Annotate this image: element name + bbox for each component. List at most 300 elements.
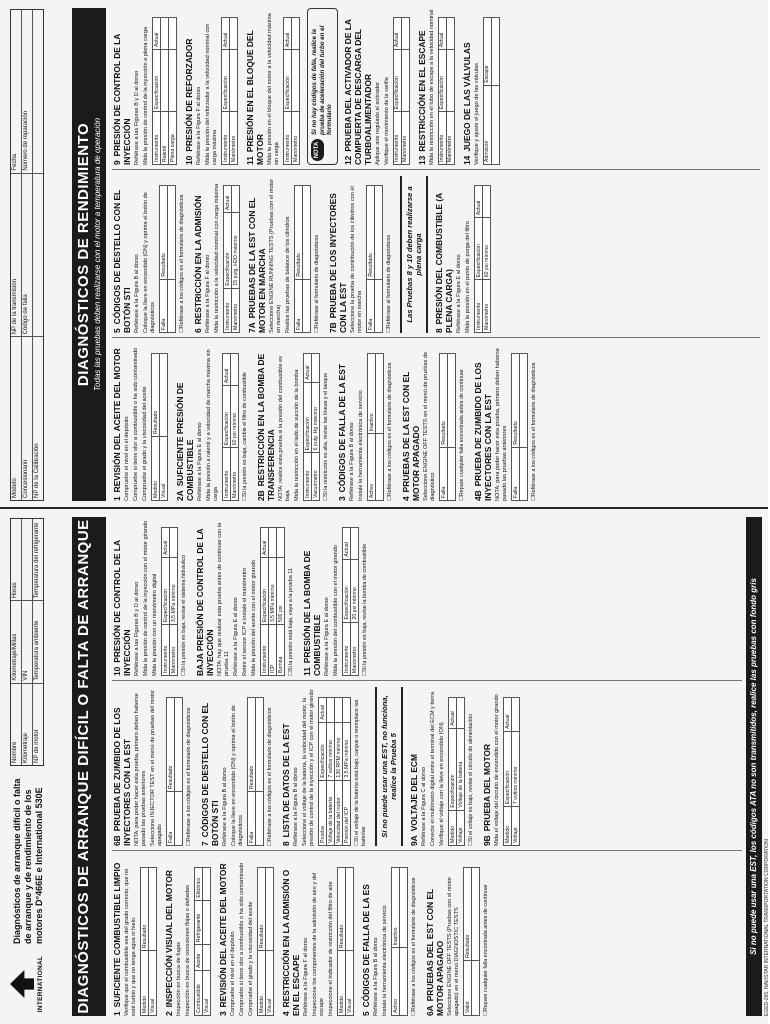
test-number: 9B xyxy=(482,835,492,846)
test-instruction: NOTA: hay que realizar esta prueba antes de continuar con la prueba 11 xyxy=(217,522,230,676)
test-instruction: Aplique aire regulado al activador xyxy=(374,81,381,165)
result-row xyxy=(152,354,160,501)
meta-cell: NP de la transmisión xyxy=(11,173,21,337)
result-cell: Medido xyxy=(152,436,160,500)
result-cell xyxy=(327,697,335,722)
test-number: 2 xyxy=(164,1011,174,1016)
result-cell: Actual xyxy=(261,527,269,557)
test-section xyxy=(195,517,295,676)
meta-cell xyxy=(33,10,43,173)
result-cell: Bomba xyxy=(277,625,285,676)
test-title: RESTRICCIÓN EN LA ADMISIÓN xyxy=(193,195,203,325)
result-table xyxy=(318,697,351,846)
result-row xyxy=(161,18,169,165)
result-cell: Especificación xyxy=(438,50,446,112)
result-cell: Manómetro xyxy=(232,288,240,332)
meta-cell: Fecha xyxy=(12,153,18,171)
result-cell: Actual xyxy=(284,18,292,50)
test-instruction: Refiérase a las Figuras B y D al dorso xyxy=(134,581,140,676)
result-cell: Visual xyxy=(266,951,274,1016)
result-table xyxy=(151,353,168,501)
result-cell: Falla xyxy=(248,791,256,845)
result-row xyxy=(338,867,346,1015)
result-row xyxy=(401,18,409,165)
result-cell: Especificación xyxy=(343,559,351,622)
test-instruction: Refiérase a las Figuras B y D al dorso xyxy=(134,70,140,165)
result-cell xyxy=(266,867,274,951)
test-instruction: Inspección en busca de fugas xyxy=(176,941,182,1016)
test-instruction: Verifique el voltaje con la llave en encendido (ON) xyxy=(439,722,445,846)
callout-note: Las Pruebas 8 y 10 deben realizarse a plena carga xyxy=(400,176,428,333)
test-heading xyxy=(434,176,454,333)
meta-cell: Número de reparación xyxy=(23,110,29,171)
result-row xyxy=(162,527,170,675)
test-title: PRUEBA DE ZUMBIDO DE LOS INYECTORES CON LA EST xyxy=(112,707,132,846)
result-cell: Actual xyxy=(222,18,230,50)
test-heading xyxy=(112,344,122,501)
result-table xyxy=(257,867,274,1016)
result-cell xyxy=(472,867,480,960)
checkbox-note: ☐ Si el voltaje de la batería está bajo, cargue o reemplace las baterías xyxy=(354,687,368,846)
test-column xyxy=(112,687,742,851)
result-cell: Instrumento xyxy=(224,288,232,332)
result-row xyxy=(457,697,465,845)
test-column xyxy=(112,517,742,681)
result-row xyxy=(327,697,335,845)
test-section xyxy=(281,687,368,846)
right-meta-table xyxy=(10,9,44,501)
result-table xyxy=(260,527,285,676)
result-row xyxy=(464,867,472,1015)
result-table xyxy=(439,353,456,501)
test-section xyxy=(247,176,321,333)
result-cell: Resultado xyxy=(248,697,256,791)
result-row xyxy=(170,527,178,675)
result-cell: Manómetro xyxy=(483,280,491,333)
result-cell: Manómetro xyxy=(401,112,409,165)
result-row xyxy=(520,354,528,501)
test-title: CÓDIGOS DE DESTELLO CON EL BOTÓN STI xyxy=(200,703,220,846)
test-instruction: Instale la herramienta electrónica de servicio xyxy=(382,905,388,1016)
result-row xyxy=(335,697,343,845)
result-cell: Voltaje xyxy=(457,810,465,845)
test-title: RESTRICCIÓN EN EL ESCAPE xyxy=(416,30,427,152)
result-row xyxy=(393,18,401,165)
test-section xyxy=(112,857,157,1016)
test-number: 14 xyxy=(461,155,472,165)
test-section xyxy=(164,857,211,1016)
result-table xyxy=(161,527,178,676)
result-table xyxy=(283,17,300,165)
result-table xyxy=(511,353,528,501)
left-footer: Si no puede usar una EST, los códigos ATA no son transmitidos, realice las pruebas con fondo gris xyxy=(746,517,762,1016)
meta-cell: Temperatura del refrigerante xyxy=(34,522,40,599)
result-cell xyxy=(269,527,277,557)
test-section xyxy=(200,687,274,846)
result-cell xyxy=(472,960,480,1015)
test-title: PRUEBA DE ZUMBIDO DE LOS INYECTORES CON LA EST xyxy=(473,362,493,501)
result-row xyxy=(203,867,211,1015)
test-number: 4 xyxy=(281,1011,291,1016)
test-instruction: Refiérase a la Figura B al dorso xyxy=(349,422,355,501)
checkbox-note: ☐ Refiérase a los códigos en el formulario de diagnósticos xyxy=(387,344,394,501)
test-title: REVISIÓN DEL ACEITE DEL MOTOR xyxy=(218,863,228,1008)
test-heading xyxy=(281,857,301,1016)
test-section xyxy=(401,344,466,501)
test-instruction: Refiérase a la Figura F al dorso xyxy=(303,937,309,1016)
result-cell: Instrumento xyxy=(438,112,446,165)
test-section xyxy=(112,687,193,846)
result-cell: 3,5 MPa mínimo xyxy=(343,722,351,780)
result-table xyxy=(391,867,408,1016)
test-instruction: Mida la presión del aceite con el motor girando xyxy=(251,560,257,676)
form-title: Diagnósticos de arranque difícil o falta de arranque y de rendimiento de los motores D°466E e International 530E xyxy=(12,778,44,944)
result-cell: Especificación xyxy=(319,722,327,780)
test-number: 11 xyxy=(302,667,312,676)
result-cell: Prueba xyxy=(319,780,327,845)
result-row xyxy=(195,867,203,1015)
result-cell xyxy=(512,697,520,731)
result-row xyxy=(153,18,161,165)
result-cell: Actual xyxy=(304,354,312,382)
test-number: 7B xyxy=(328,322,338,333)
test-title: PRUEBA DE LOS INYECTORES CON LA EST xyxy=(328,193,348,333)
test-section xyxy=(245,8,300,165)
result-row xyxy=(483,18,491,165)
result-cell: Velocidad del motor xyxy=(335,780,343,845)
meta-cell: Modelo xyxy=(11,336,21,500)
left-header xyxy=(6,517,68,1016)
result-cell xyxy=(483,186,491,218)
result-row xyxy=(169,18,177,165)
test-instruction: Mida la presión de control de la inyección a plena carga xyxy=(143,26,149,165)
checkbox-note: ☐ Refiérase a los códigos en el formulario de diagnósticos xyxy=(186,687,193,846)
test-instruction: Seleccione INJECTOR TEST en el menú de pruebas del motor apagado xyxy=(150,689,163,846)
result-cell xyxy=(203,867,211,900)
result-cell: Falla xyxy=(440,447,448,500)
result-cell xyxy=(520,447,528,500)
test-instruction: Retire el sensor ICP e instale el manómetro xyxy=(242,567,248,676)
result-table xyxy=(166,697,183,846)
result-cell: Manómetro xyxy=(292,112,300,165)
test-section xyxy=(343,8,410,165)
test-instruction: Compruebe si tiene olor a combustible o ha sido contaminado xyxy=(239,862,245,1016)
test-title: BAJA PRESIÓN DE CONTROL DE LA INYECCIÓN xyxy=(195,528,215,676)
meta-row xyxy=(11,519,22,765)
test-heading xyxy=(112,517,132,676)
test-heading xyxy=(247,176,267,333)
test-title: VOLTAJE DEL ECM xyxy=(409,754,419,832)
result-cell: Resultado xyxy=(258,867,266,951)
result-cell: Visual xyxy=(203,971,211,1016)
result-cell: 7 voltios mínimo xyxy=(327,722,335,780)
result-cell: Voltaje de la batería xyxy=(327,780,335,845)
test-instruction: Seleccione la prueba de contribución de los cilindros con el motor en marcha xyxy=(350,186,363,333)
test-instruction: Mida la restricción en el lado de succión de la bomba xyxy=(294,369,300,501)
test-heading xyxy=(164,857,174,1016)
test-instruction: Compruebe el grado y la viscosidad del aceite xyxy=(248,901,254,1016)
checkbox-note: ☐ Refiérase al formulario de diagnósticos xyxy=(386,176,393,333)
result-cell: Especificación xyxy=(449,728,457,810)
test-instruction: Refiérase a la Figura F al dorso xyxy=(196,86,202,165)
result-cell xyxy=(303,279,311,332)
result-cell: Admisión xyxy=(483,85,491,164)
result-table xyxy=(303,353,320,501)
test-instruction: Coloque la llave en encendido (ON) y oprima el botón de diagnósticos xyxy=(143,192,156,333)
left-banner-title: DIAGNÓSTICOS DE ARRANQUE DIFÍCIL O FALTA DE ARRANQUE xyxy=(75,519,92,1014)
test-title: RESTRICCIÓN EN LA ADMISIÓN O EN EL ESCAPE xyxy=(281,869,301,1016)
result-row xyxy=(266,867,274,1015)
test-instruction: Mida la presión en el punto de purga del filtro xyxy=(465,221,471,333)
test-section xyxy=(184,8,238,165)
result-cell: Resultado xyxy=(367,186,375,279)
result-cell xyxy=(400,948,408,1016)
result-cell: Presión del ICP xyxy=(343,780,351,845)
result-row xyxy=(160,354,168,501)
result-table xyxy=(367,353,384,501)
meta-cell: VIN xyxy=(22,600,32,682)
result-cell xyxy=(168,186,176,279)
test-heading xyxy=(112,8,132,165)
right-banner-title: DIAGNÓSTICOS DE RENDIMIENTO xyxy=(75,122,92,387)
test-number: 5 xyxy=(361,1011,371,1016)
result-cell: Inactivo xyxy=(368,354,376,434)
result-row xyxy=(224,186,232,333)
result-cell xyxy=(376,434,384,501)
result-row xyxy=(512,354,520,501)
test-section xyxy=(281,857,354,1016)
result-row xyxy=(375,186,383,333)
test-number: 3 xyxy=(218,1011,228,1016)
result-cell xyxy=(401,50,409,112)
result-cell xyxy=(346,867,354,951)
test-instruction: Realice las pruebas de balance de los cilindros xyxy=(285,216,291,333)
meta-cell: Kilometraje/Millas xyxy=(11,600,21,682)
result-cell: Voltaje xyxy=(512,807,520,846)
test-number: 9A xyxy=(409,835,419,846)
result-cell xyxy=(491,85,499,164)
result-cell: 3,5 MPa mínimo xyxy=(269,558,277,625)
result-row xyxy=(448,354,456,501)
test-heading xyxy=(281,687,291,846)
test-column xyxy=(112,344,760,501)
result-cell xyxy=(335,697,343,722)
result-cell: Instrumento xyxy=(304,453,312,501)
test-title: JUEGO DE LAS VÁLVULAS xyxy=(461,42,472,152)
result-table xyxy=(294,185,311,333)
result-cell: 130 RPM mínimo xyxy=(335,722,343,780)
test-instruction: Seleccione ENGINE RUNNING TESTS (Pruebas con el motor en marcha) xyxy=(269,178,282,333)
left-meta-table xyxy=(10,518,44,766)
result-cell: 60 psi mínimo xyxy=(231,386,239,448)
result-cell: Voltaje de la batería xyxy=(457,728,465,810)
international-logo-icon xyxy=(10,970,34,998)
result-row xyxy=(160,186,168,333)
brand-name: INTERNATIONAL xyxy=(37,955,44,1013)
result-table xyxy=(448,697,465,846)
test-instruction: Coloque la llave en encendido (ON) y oprima el botón de diagnósticos xyxy=(231,705,244,846)
result-cell: 6 pulg. Hg máximo xyxy=(312,382,320,453)
meta-cell: Concesionario xyxy=(22,336,32,500)
test-heading xyxy=(256,344,276,501)
test-instruction: Mida la presión con un manómetro digital xyxy=(152,573,158,676)
test-instruction: Mida la presión del combustible con el motor girando xyxy=(333,545,339,676)
test-heading xyxy=(112,176,132,333)
result-cell: Especificación xyxy=(304,382,312,453)
result-table xyxy=(483,17,500,165)
result-cell: Actual xyxy=(224,186,232,213)
result-cell: Instrumento xyxy=(343,622,351,675)
test-title: PRUEBAS DE LA EST CON EL MOTOR EN MARCHA xyxy=(247,197,267,333)
result-cell: Resultado xyxy=(141,867,149,951)
test-heading xyxy=(343,8,373,165)
result-cell xyxy=(457,697,465,728)
result-row xyxy=(368,354,376,501)
result-cell xyxy=(448,447,456,500)
result-cell: Falla xyxy=(167,791,175,845)
result-table xyxy=(247,697,264,846)
test-section xyxy=(473,344,538,501)
result-cell: Resultado xyxy=(160,186,168,279)
checkbox-note: ☐ Repare cualquier falla encontrada antes de continuar xyxy=(459,344,466,501)
left-banner xyxy=(72,517,106,1016)
result-cell: Falla xyxy=(295,279,303,332)
result-cell xyxy=(160,354,168,437)
test-section xyxy=(434,176,491,333)
result-cell xyxy=(292,18,300,50)
test-title: SUFICIENTE COMBUSTIBLE LIMPIO xyxy=(112,862,122,1008)
test-number: 11 xyxy=(245,156,255,165)
result-cell xyxy=(232,186,240,213)
result-cell: Especificación xyxy=(224,213,232,289)
result-table xyxy=(222,353,239,501)
result-row xyxy=(303,186,311,333)
result-cell xyxy=(448,354,456,447)
test-heading xyxy=(245,8,265,165)
result-cell: Visual xyxy=(346,951,354,1016)
result-cell: Escape xyxy=(483,18,491,85)
result-row xyxy=(367,186,375,333)
right-banner xyxy=(72,8,106,501)
result-cell: 3,5 MPa mínimo xyxy=(170,558,178,625)
test-heading xyxy=(401,344,421,501)
result-cell: Resultado xyxy=(440,354,448,447)
checkbox-note: ☐ Refiérase al formulario de diagnósticos xyxy=(314,176,321,333)
meta-row xyxy=(33,10,43,500)
result-cell: Especificación xyxy=(162,558,170,625)
test-instruction: Verifique que el combustible sea del grado correcto, que no esté turbio y que no tenga agua ni hielo. xyxy=(124,868,137,1016)
result-row xyxy=(232,186,240,333)
test-section xyxy=(175,344,249,501)
test-instruction: Refiérase a la Figura E al dorso xyxy=(456,254,462,333)
test-instruction: Refiérase a la Figura B al dorso xyxy=(134,254,140,333)
result-row xyxy=(346,867,354,1015)
result-cell xyxy=(292,50,300,112)
result-row xyxy=(446,18,454,165)
test-heading xyxy=(462,8,472,165)
test-heading xyxy=(195,517,215,676)
result-cell: Instrumento xyxy=(223,448,231,501)
result-cell: 500 psi xyxy=(277,558,285,625)
test-heading xyxy=(184,8,194,165)
result-cell: Medido xyxy=(504,807,512,846)
nota-badge: NOTA xyxy=(311,139,324,161)
test-title: PRUEBA DEL ACTIVADOR DE LA COMPUERTA DE DESCARGA DEL TURBOALIMENTADOR xyxy=(342,19,373,165)
test-number: 2B xyxy=(256,490,266,501)
result-cell xyxy=(230,18,238,50)
test-number: 2A xyxy=(175,490,185,501)
meta-row xyxy=(22,519,33,765)
test-section xyxy=(302,517,369,676)
result-cell: Especificación xyxy=(393,50,401,112)
test-column xyxy=(112,857,742,1016)
result-row xyxy=(312,354,320,501)
test-number: 7A xyxy=(247,322,257,333)
result-cell xyxy=(491,18,499,85)
result-cell xyxy=(169,18,177,50)
result-row xyxy=(248,697,256,845)
test-number: 8 xyxy=(281,841,291,846)
test-heading xyxy=(417,8,427,165)
test-section xyxy=(337,344,394,501)
result-row xyxy=(343,527,351,675)
test-heading xyxy=(482,687,492,846)
result-row xyxy=(351,527,359,675)
test-instruction: Refiérase a la Figura B al dorso xyxy=(222,767,228,846)
test-instruction: Verifique y ajuste el juego de las válvulas xyxy=(473,63,480,165)
result-table xyxy=(159,185,176,333)
result-table xyxy=(194,867,211,1016)
result-cell: Medido xyxy=(449,810,457,845)
test-instruction: Seleccione ENGINE OFF TESTS en el menú de pruebas de diagnóstico xyxy=(423,351,436,501)
nota-box xyxy=(307,8,338,165)
result-cell: Manómetro xyxy=(446,112,454,165)
result-cell xyxy=(401,18,409,50)
result-cell: Especificación xyxy=(261,558,269,625)
result-cell xyxy=(203,945,211,971)
result-table xyxy=(342,527,359,676)
test-instruction: Verifique el movimiento de la varilla xyxy=(383,77,390,165)
test-instruction: Mida la presión del reforzador a la velocidad nominal con carga máxima xyxy=(205,23,218,165)
test-title: PRESIÓN EN EL BLOQUE DEL MOTOR xyxy=(245,30,265,165)
test-section xyxy=(361,857,418,1016)
test-heading xyxy=(175,344,195,501)
test-number: 1 xyxy=(112,1011,122,1016)
result-cell: Visual xyxy=(149,951,157,1016)
test-instruction: Refiérase a la Figura F al dorso xyxy=(205,254,211,333)
result-cell xyxy=(256,791,264,845)
test-instruction: Seleccione ENGINE OFF TESTS (Pruebas con el motor apagado) en el menú DIAGNOSTIC TESTS xyxy=(447,876,460,1016)
result-row xyxy=(343,697,351,845)
test-instruction: Refiérase a la Figura E al dorso xyxy=(324,597,330,676)
result-row xyxy=(292,18,300,165)
meta-cell: Horas xyxy=(12,582,18,599)
test-number: 4 xyxy=(401,496,411,501)
test-instruction: Instale la herramienta electrónica de servicio xyxy=(358,390,364,501)
checkbox-note: ☐ Si la restricción es alta, revise las líneas y el tanque xyxy=(323,344,330,501)
result-row xyxy=(256,697,264,845)
test-title: CÓDIGOS DE FALLA DE LA ES xyxy=(361,884,371,1008)
result-cell: Actual xyxy=(162,527,170,557)
test-instruction: Refiérase a la Figura B al dorso xyxy=(373,937,379,1016)
result-row xyxy=(304,354,312,501)
result-row xyxy=(319,697,327,845)
result-cell: Resultado xyxy=(295,186,303,279)
result-cell: Resultado xyxy=(338,867,346,951)
result-cell: Falla xyxy=(512,447,520,500)
checkbox-note: ☐ Si el voltaje es bajo, revise el circuito de alimentación xyxy=(468,687,475,846)
result-table xyxy=(366,185,383,333)
